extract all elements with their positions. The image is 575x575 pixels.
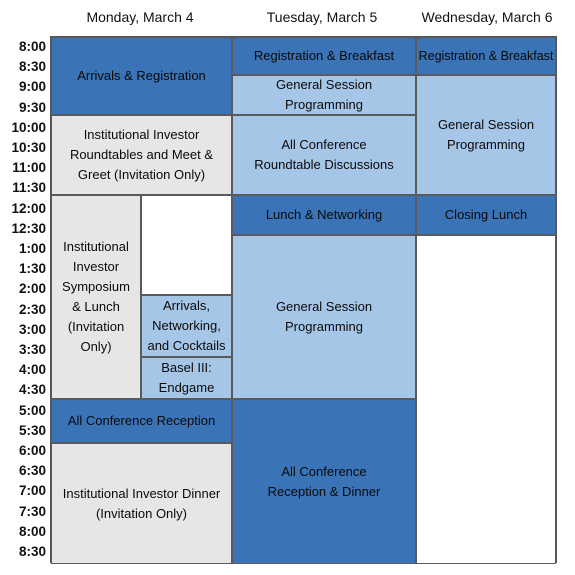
time-label: 4:00 <box>18 362 46 378</box>
time-label: 5:30 <box>18 422 46 438</box>
time-label: 9:00 <box>18 79 46 95</box>
time-label: 8:00 <box>18 39 46 54</box>
event-tue-general-1[interactable]: General Session Programming <box>232 75 416 115</box>
time-label: 1:00 <box>18 241 46 256</box>
event-mon-arrivals[interactable]: Arrivals & Registration <box>51 37 232 115</box>
time-label: 7:30 <box>18 503 46 519</box>
time-label: 8:00 <box>18 523 46 539</box>
time-label: 7:00 <box>18 483 46 499</box>
event-mon-arrivals-cocktails[interactable]: Arrivals, Networking, and Cocktails <box>141 295 232 357</box>
time-label: 11:00 <box>12 160 46 176</box>
time-label: 10:30 <box>11 140 46 155</box>
time-label: 4:30 <box>18 382 46 398</box>
time-label: 12:30 <box>11 220 46 236</box>
event-mon-reception[interactable]: All Conference Reception <box>51 399 232 443</box>
time-label: 2:30 <box>18 301 46 317</box>
event-mon-empty <box>141 195 232 295</box>
time-label: 8:30 <box>18 59 46 75</box>
header-wednesday: Wednesday, March 6 <box>421 9 553 25</box>
event-wed-general[interactable]: General Session Programming <box>416 75 556 195</box>
header-monday: Monday, March 4 <box>86 9 194 25</box>
event-wed-empty <box>416 235 556 564</box>
time-label: 6:30 <box>18 463 46 479</box>
event-tue-reception[interactable]: All Conference Reception & Dinner <box>232 399 416 564</box>
event-wed-registration[interactable]: Registration & Breakfast <box>416 37 556 75</box>
time-label: 1:30 <box>18 261 46 277</box>
time-label: 11:30 <box>12 180 46 196</box>
time-label: 6:00 <box>18 443 46 458</box>
event-mon-basel[interactable]: Basel III: Endgame <box>141 357 232 399</box>
event-tue-general-2[interactable]: General Session Programming <box>232 235 416 399</box>
time-label: 12:00 <box>11 200 46 216</box>
event-wed-lunch[interactable]: Closing Lunch <box>416 195 556 235</box>
event-mon-dinner[interactable]: Institutional Investor Dinner (Invitation Only) <box>51 443 232 564</box>
time-label: 2:00 <box>18 281 46 297</box>
time-label: 8:30 <box>18 544 46 559</box>
time-label: 3:30 <box>18 342 46 357</box>
time-label: 3:00 <box>18 321 46 337</box>
time-label: 5:00 <box>18 402 46 418</box>
time-label: 10:00 <box>11 119 46 135</box>
schedule-grid <box>50 36 557 563</box>
event-tue-lunch[interactable]: Lunch & Networking <box>232 195 416 235</box>
header-tuesday: Tuesday, March 5 <box>266 9 378 25</box>
time-label: 9:30 <box>18 99 46 115</box>
event-tue-roundtable[interactable]: All Conference Roundtable Discussions <box>232 115 416 195</box>
event-tue-registration[interactable]: Registration & Breakfast <box>232 37 416 75</box>
event-mon-symposium[interactable]: Institutional Investor Symposium & Lunch (Invitation Only) <box>51 195 141 399</box>
event-mon-roundtables[interactable]: Institutional Investor Roundtables and Meet & Greet (Invitation Only) <box>51 115 232 195</box>
